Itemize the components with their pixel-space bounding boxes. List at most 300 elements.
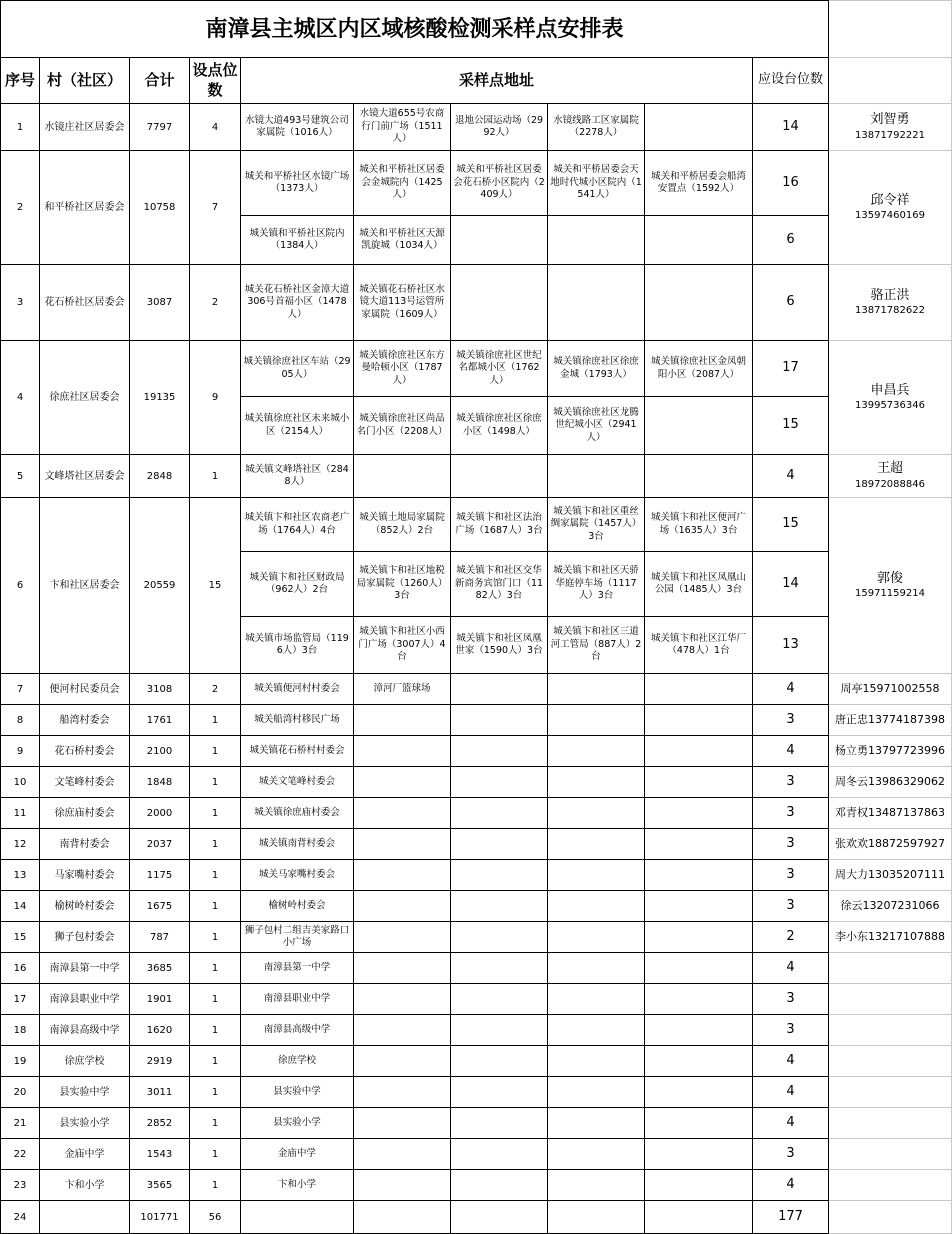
row-seq: 23 [0, 1170, 40, 1201]
units-cell: 3 [753, 984, 829, 1015]
title-blank-cell [829, 0, 952, 58]
units-cell: 4 [753, 674, 829, 705]
address-cell: 城关镇徐庶社区未来城小区（2154人） [241, 397, 354, 455]
address-cell [548, 265, 645, 341]
address-cell [645, 1015, 753, 1046]
address-cell [451, 829, 548, 860]
contact-cell: 徐云13207231066 [829, 891, 952, 922]
contact-cell: 张欢欢18872597927 [829, 829, 952, 860]
row-total: 1761 [130, 705, 190, 736]
contact-cell [829, 1201, 952, 1234]
address-cell [645, 705, 753, 736]
contact-cell: 唐正忠13774187398 [829, 705, 952, 736]
contact-cell: 邓青权13487137863 [829, 798, 952, 829]
address-cell: 城关镇花石桥社区水镜大道113号运管所家属院（1609人） [354, 265, 451, 341]
row-total: 1675 [130, 891, 190, 922]
address-cell: 狮子包村二组吉美家路口小广场 [241, 922, 354, 953]
row-seq: 19 [0, 1046, 40, 1077]
address-cell: 城关和平桥居委会船湾安置点（1592人） [645, 151, 753, 216]
address-cell: 城关镇卞和社区江华厂（478人）1台 [645, 617, 753, 674]
contact-block [829, 498, 952, 674]
row-seq: 9 [0, 736, 40, 767]
address-cell [645, 1170, 753, 1201]
address-cell: 南漳县职业中学 [241, 984, 354, 1015]
row-points: 1 [190, 705, 241, 736]
row-points: 1 [190, 922, 241, 953]
units-cell: 15 [753, 498, 829, 552]
address-cell: 城关镇卞和社区凤凰世家（1590人）3台 [451, 617, 548, 674]
row-points: 1 [190, 767, 241, 798]
row-seq: 20 [0, 1077, 40, 1108]
address-cell: 城关镇市场监管局（1196人）3台 [241, 617, 354, 674]
address-cell: 徐庶学校 [241, 1046, 354, 1077]
address-cell: 城关镇卞和社区财政局（962人）2台 [241, 552, 354, 617]
address-cell [354, 984, 451, 1015]
units-cell: 16 [753, 151, 829, 216]
address-cell [645, 767, 753, 798]
row-points: 1 [190, 984, 241, 1015]
row-total: 7797 [130, 104, 190, 151]
address-cell [451, 265, 548, 341]
header-contact-blank [829, 58, 952, 104]
address-cell [354, 953, 451, 984]
address-cell: 城关镇便河村村委会 [241, 674, 354, 705]
address-cell [451, 216, 548, 265]
row-total: 1175 [130, 860, 190, 891]
contact-phone: 13871782622 [855, 305, 925, 317]
row-points: 1 [190, 736, 241, 767]
address-cell: 城关船湾村移民广场 [241, 705, 354, 736]
row-total: 2919 [130, 1046, 190, 1077]
page-title: 南漳县主城区内区域核酸检测采样点安排表 [0, 0, 829, 58]
address-cell [451, 767, 548, 798]
row-points: 2 [190, 265, 241, 341]
row-total: 1848 [130, 767, 190, 798]
address-cell: 城关镇卞和社区三道河工管局（887人）2台 [548, 617, 645, 674]
units-cell: 3 [753, 891, 829, 922]
row-village: 县实验中学 [40, 1077, 130, 1108]
row-total: 19135 [130, 341, 190, 455]
address-cell [354, 767, 451, 798]
address-cell [645, 1139, 753, 1170]
contact-cell [829, 1139, 952, 1170]
address-cell: 城关镇徐庶社区尚品名门小区（2208人） [354, 397, 451, 455]
units-cell: 14 [753, 104, 829, 151]
row-seq: 11 [0, 798, 40, 829]
contact-name: 邱令祥 [870, 192, 910, 208]
address-cell [548, 829, 645, 860]
address-cell [645, 1077, 753, 1108]
address-cell [451, 1015, 548, 1046]
address-cell [451, 1108, 548, 1139]
address-cell [451, 891, 548, 922]
contact-phone: 13871792221 [855, 129, 925, 141]
row-seq: 1 [0, 104, 40, 151]
contact-cell [829, 984, 952, 1015]
address-cell [548, 1046, 645, 1077]
contact-cell: 杨立勇13797723996 [829, 736, 952, 767]
row-points: 7 [190, 151, 241, 265]
units-cell: 3 [753, 860, 829, 891]
row-points: 1 [190, 860, 241, 891]
units-cell: 3 [753, 798, 829, 829]
row-village: 水镜庄社区居委会 [40, 104, 130, 151]
row-village: 文峰塔社区居委会 [40, 455, 130, 498]
row-village: 和平桥社区居委会 [40, 151, 130, 265]
address-cell: 城关镇卞和社区交华新商务宾馆门口（1182人）3台 [451, 552, 548, 617]
units-cell: 15 [753, 397, 829, 455]
address-cell [241, 1201, 354, 1234]
address-cell: 城关文笔峰村委会 [241, 767, 354, 798]
address-cell [645, 216, 753, 265]
units-cell: 4 [753, 736, 829, 767]
header-total: 合计 [130, 58, 190, 104]
contact-cell [829, 1046, 952, 1077]
row-seq: 18 [0, 1015, 40, 1046]
address-cell: 水镜大道655号农商行门前广场（1511人） [354, 104, 451, 151]
address-cell [451, 1046, 548, 1077]
address-cell [645, 984, 753, 1015]
address-cell: 城关镇土地局家属院（852人）2台 [354, 498, 451, 552]
row-seq: 10 [0, 767, 40, 798]
contact-cell [829, 1015, 952, 1046]
header-points: 设点位数 [190, 58, 241, 104]
address-cell: 南漳县高级中学 [241, 1015, 354, 1046]
contact-name: 郭俊 [876, 570, 903, 586]
row-total: 3685 [130, 953, 190, 984]
address-cell: 城关镇徐庶社区世纪名都城小区（1762人） [451, 341, 548, 397]
row-seq: 15 [0, 922, 40, 953]
contact-cell: 周大力13035207111 [829, 860, 952, 891]
row-total: 2100 [130, 736, 190, 767]
row-points: 56 [190, 1201, 241, 1234]
address-cell: 城关镇徐庶社区徐庶金城（1793人） [548, 341, 645, 397]
row-total: 1901 [130, 984, 190, 1015]
address-cell [548, 705, 645, 736]
contact-block [829, 151, 952, 265]
header-address: 采样点地址 [241, 58, 753, 104]
address-cell [451, 736, 548, 767]
row-seq: 21 [0, 1108, 40, 1139]
row-points: 1 [190, 829, 241, 860]
row-points: 4 [190, 104, 241, 151]
contact-cell [829, 1170, 952, 1201]
address-cell [548, 767, 645, 798]
contact-cell [829, 953, 952, 984]
address-cell: 城关和平桥社区水镜广场（1373人） [241, 151, 354, 216]
row-total: 2037 [130, 829, 190, 860]
row-points: 1 [190, 1139, 241, 1170]
row-village: 徐庶庙村委会 [40, 798, 130, 829]
address-cell: 水镜大道493号建筑公司家属院（1016人） [241, 104, 354, 151]
address-cell [451, 1170, 548, 1201]
contact-cell: 周亭15971002558 [829, 674, 952, 705]
address-cell [645, 265, 753, 341]
contact-phone: 15971159214 [855, 588, 925, 600]
units-cell: 4 [753, 953, 829, 984]
address-cell: 金庙中学 [241, 1139, 354, 1170]
row-points: 1 [190, 891, 241, 922]
address-cell [548, 1139, 645, 1170]
address-cell [645, 104, 753, 151]
address-cell [451, 705, 548, 736]
row-points: 1 [190, 798, 241, 829]
row-total: 1543 [130, 1139, 190, 1170]
contact-cell: 李小东13217107888 [829, 922, 952, 953]
address-cell [354, 1139, 451, 1170]
address-cell [451, 922, 548, 953]
address-cell: 城关镇徐庶社区徐庶小区（1498人） [451, 397, 548, 455]
address-cell: 卞和小学 [241, 1170, 354, 1201]
row-seq: 16 [0, 953, 40, 984]
address-cell [548, 736, 645, 767]
address-cell: 城关镇卞和社区天骄华庭停车场（1117人）3台 [548, 552, 645, 617]
row-seq: 14 [0, 891, 40, 922]
units-cell: 14 [753, 552, 829, 617]
address-cell [645, 1108, 753, 1139]
contact-cell [829, 1108, 952, 1139]
address-cell [354, 798, 451, 829]
header-units: 应设台位数 [753, 58, 829, 104]
address-cell [548, 1077, 645, 1108]
address-cell: 城关镇南背村委会 [241, 829, 354, 860]
address-cell [645, 397, 753, 455]
address-cell: 城关镇花石桥村村委会 [241, 736, 354, 767]
units-cell: 4 [753, 1077, 829, 1108]
units-cell: 4 [753, 1108, 829, 1139]
address-cell [451, 1139, 548, 1170]
address-cell: 榆树岭村委会 [241, 891, 354, 922]
units-cell: 177 [753, 1201, 829, 1234]
address-cell: 县实验小学 [241, 1108, 354, 1139]
address-cell: 城关镇徐庶社区龙腾世纪城小区（2941人） [548, 397, 645, 455]
row-village: 南漳县职业中学 [40, 984, 130, 1015]
row-seq: 17 [0, 984, 40, 1015]
address-cell: 城关镇卞和社区地税局家属院（1260人）3台 [354, 552, 451, 617]
row-seq: 22 [0, 1139, 40, 1170]
address-cell: 城关镇卞和社区凤凰山公园（1485人）3台 [645, 552, 753, 617]
address-cell: 城关镇徐庶社区金凤朝阳小区（2087人） [645, 341, 753, 397]
row-village: 徐庶社区居委会 [40, 341, 130, 455]
row-total: 3108 [130, 674, 190, 705]
row-village: 便河村民委员会 [40, 674, 130, 705]
address-cell: 水镜线路工区家属院（2278人） [548, 104, 645, 151]
units-cell: 3 [753, 829, 829, 860]
address-cell [354, 891, 451, 922]
row-village: 花石桥村委会 [40, 736, 130, 767]
row-village: 南漳县高级中学 [40, 1015, 130, 1046]
row-seq: 7 [0, 674, 40, 705]
row-total: 3087 [130, 265, 190, 341]
address-cell [354, 829, 451, 860]
address-cell [645, 798, 753, 829]
address-cell [645, 860, 753, 891]
units-cell: 3 [753, 1015, 829, 1046]
address-cell [645, 1046, 753, 1077]
row-total: 101771 [130, 1201, 190, 1234]
units-cell: 13 [753, 617, 829, 674]
address-cell: 城关和平桥社区居委会金城院内（1425人） [354, 151, 451, 216]
address-cell [451, 1201, 548, 1234]
row-points: 1 [190, 1015, 241, 1046]
row-village: 卞和社区居委会 [40, 498, 130, 674]
units-cell: 4 [753, 1046, 829, 1077]
address-cell [645, 891, 753, 922]
row-total: 10758 [130, 151, 190, 265]
address-cell: 城关镇徐庶社区车站（2905人） [241, 341, 354, 397]
address-cell [354, 455, 451, 498]
row-seq: 24 [0, 1201, 40, 1234]
row-village: 榆树岭村委会 [40, 891, 130, 922]
contact-cell [829, 1077, 952, 1108]
address-cell: 城关镇卞和社区小西门广场（3007人）4台 [354, 617, 451, 674]
row-seq: 3 [0, 265, 40, 341]
row-total: 787 [130, 922, 190, 953]
address-cell [548, 455, 645, 498]
address-cell [451, 984, 548, 1015]
row-village [40, 1201, 130, 1234]
row-points: 15 [190, 498, 241, 674]
units-cell: 3 [753, 767, 829, 798]
units-cell: 4 [753, 455, 829, 498]
row-total: 3565 [130, 1170, 190, 1201]
address-cell: 南漳县第一中学 [241, 953, 354, 984]
row-points: 2 [190, 674, 241, 705]
row-seq: 2 [0, 151, 40, 265]
address-cell [354, 705, 451, 736]
units-cell: 3 [753, 1139, 829, 1170]
header-village: 村（社区） [40, 58, 130, 104]
address-cell [354, 1108, 451, 1139]
row-village: 文笔峰村委会 [40, 767, 130, 798]
address-cell [645, 953, 753, 984]
units-cell: 4 [753, 1170, 829, 1201]
row-total: 2852 [130, 1108, 190, 1139]
address-cell: 退地公园运动场（2992人） [451, 104, 548, 151]
contact-block [829, 265, 952, 341]
row-village: 船湾村委会 [40, 705, 130, 736]
row-total: 1620 [130, 1015, 190, 1046]
address-cell [354, 860, 451, 891]
row-village: 县实验小学 [40, 1108, 130, 1139]
units-cell: 2 [753, 922, 829, 953]
row-points: 1 [190, 1046, 241, 1077]
address-cell [354, 1046, 451, 1077]
address-cell [354, 1077, 451, 1108]
address-cell [451, 860, 548, 891]
address-cell: 城关镇卞和社区农商老广场（1764人）4台 [241, 498, 354, 552]
row-total: 3011 [130, 1077, 190, 1108]
address-cell [354, 922, 451, 953]
row-total: 2000 [130, 798, 190, 829]
header-seq: 序号 [0, 58, 40, 104]
address-cell [354, 1201, 451, 1234]
row-total: 20559 [130, 498, 190, 674]
address-cell [548, 860, 645, 891]
address-cell [354, 1170, 451, 1201]
row-village: 马家嘴村委会 [40, 860, 130, 891]
address-cell [548, 216, 645, 265]
address-cell [548, 953, 645, 984]
units-cell: 6 [753, 265, 829, 341]
address-cell [645, 922, 753, 953]
address-cell [354, 1015, 451, 1046]
address-cell: 城关花石桥社区金漳大道306号首福小区（1478人） [241, 265, 354, 341]
units-cell: 6 [753, 216, 829, 265]
contact-phone: 18972088846 [855, 478, 925, 490]
address-cell [451, 953, 548, 984]
units-cell: 3 [753, 705, 829, 736]
row-seq: 8 [0, 705, 40, 736]
address-cell: 城关镇和平桥社区院内（1384人） [241, 216, 354, 265]
address-cell [645, 829, 753, 860]
address-cell: 城关马家嘴村委会 [241, 860, 354, 891]
row-village: 南背村委会 [40, 829, 130, 860]
address-cell [548, 1108, 645, 1139]
contact-phone: 13597460169 [855, 210, 925, 222]
row-points: 1 [190, 953, 241, 984]
row-village: 花石桥社区居委会 [40, 265, 130, 341]
address-cell: 城关和平桥居委会天地时代城小区院内（1541人） [548, 151, 645, 216]
address-cell: 城关和平桥社区天源凯旋城（1034人） [354, 216, 451, 265]
contact-phone: 13995736346 [855, 400, 925, 412]
row-points: 1 [190, 1108, 241, 1139]
contact-block [829, 341, 952, 455]
row-points: 1 [190, 455, 241, 498]
address-cell [645, 1201, 753, 1234]
address-cell [451, 455, 548, 498]
units-cell: 17 [753, 341, 829, 397]
address-cell [548, 984, 645, 1015]
address-cell: 城关镇徐庶庙村委会 [241, 798, 354, 829]
address-cell [451, 1077, 548, 1108]
address-cell [548, 922, 645, 953]
row-village: 金庙中学 [40, 1139, 130, 1170]
address-cell [548, 891, 645, 922]
contact-name: 骆正洪 [870, 287, 910, 303]
row-points: 9 [190, 341, 241, 455]
address-cell [548, 798, 645, 829]
address-cell [451, 798, 548, 829]
row-seq: 5 [0, 455, 40, 498]
contact-block [829, 104, 952, 151]
address-cell [645, 674, 753, 705]
row-seq: 6 [0, 498, 40, 674]
row-village: 卞和小学 [40, 1170, 130, 1201]
row-village: 南漳县第一中学 [40, 953, 130, 984]
row-seq: 4 [0, 341, 40, 455]
contact-name: 王超 [876, 461, 903, 477]
contact-name: 申昌兵 [870, 382, 910, 398]
address-cell [548, 1201, 645, 1234]
address-cell: 城关镇徐庶社区东方曼哈顿小区（1787人） [354, 341, 451, 397]
row-points: 1 [190, 1077, 241, 1108]
address-cell: 县实验中学 [241, 1077, 354, 1108]
row-seq: 12 [0, 829, 40, 860]
address-cell [548, 1015, 645, 1046]
contact-name: 刘智勇 [870, 112, 910, 128]
address-cell [354, 736, 451, 767]
row-points: 1 [190, 1170, 241, 1201]
row-total: 2848 [130, 455, 190, 498]
address-cell: 城关和平桥社区居委会花石桥小区院内（2409人） [451, 151, 548, 216]
address-cell [548, 674, 645, 705]
row-village: 徐庶学校 [40, 1046, 130, 1077]
address-cell [645, 455, 753, 498]
contact-block [829, 455, 952, 498]
row-village: 狮子包村委会 [40, 922, 130, 953]
address-cell [548, 1170, 645, 1201]
